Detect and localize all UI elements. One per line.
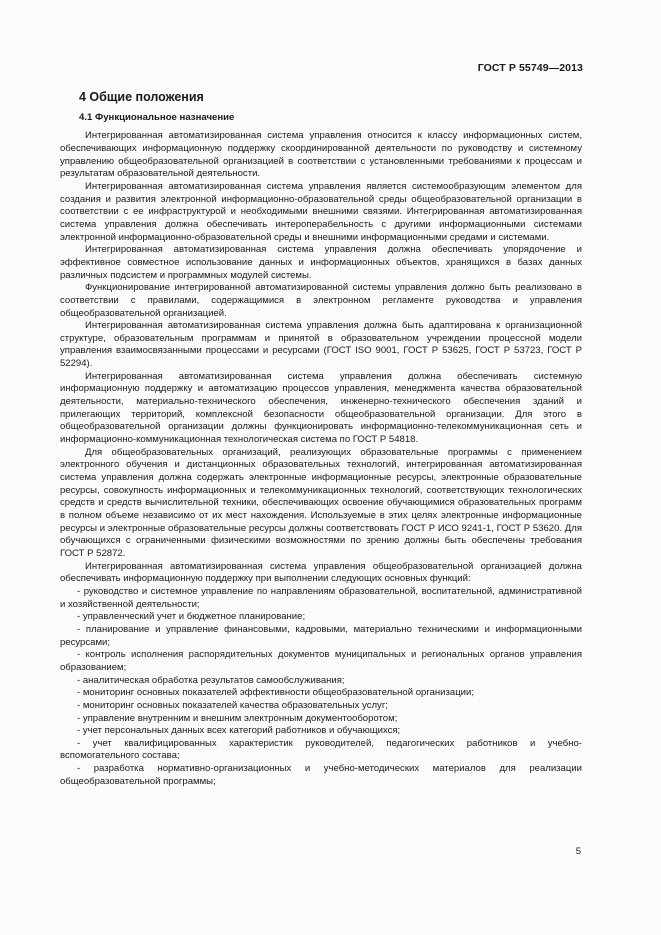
- list-item: - управленческий учет и бюджетное планирование;: [77, 611, 306, 623]
- paragraph: Интегрированная автоматизированная система управления является системообразующим элементом для создания и развития электронной информационно-образовательной среды общеобразовательной организации в соответствии с ее инфраструктурой и необходимыми внешними связями. Интегрированная автоматизированная система управления должна обеспечивать интероперабельность с другими информационными системами электронной информационно-образовательной среды и внешними информационными средами и системами.: [60, 180, 582, 243]
- page-body: [60, 91, 582, 788]
- list-item: - планирование и управление финансовыми, кадровыми, материально техническими и информационными ресурсами;: [60, 623, 582, 648]
- list-item: - учет квалифицированных характеристик руководителей, педагогических работников и учебно-вспомогательного состава;: [60, 737, 582, 762]
- function-list: [60, 586, 582, 789]
- paragraph: Интегрированная автоматизированная система управления должна обеспечивать упорядочение и эффективное совместное использование данных и информационных объектов, хранящихся в базах данных различных подсистем и программных модулей системы.: [60, 244, 582, 281]
- list-item: - контроль исполнения распорядительных документов муниципальных и региональных органов управления образованием;: [60, 649, 582, 673]
- subsection-heading: 4.1 Функциональное назначение: [79, 111, 235, 123]
- paragraph: Интегрированная автоматизированная система управления общеобразовательной организацией должна обеспечивать информационную поддержку при выполнении следующих основных функций:: [60, 560, 582, 585]
- document-number: ГОСТ Р 55749—2013: [477, 62, 583, 74]
- section-heading: 4 Общие положения: [79, 90, 204, 104]
- paragraph: Интегрированная автоматизированная система управления должна обеспечивать системную информационную поддержку и автоматизацию процессов управления, менеджмента качества образовательной деятельности, материально-технического обеспечения, инженерно-технического обеспечения зданий и прилегающих территорий, комплексной безопасности общеобразовательной организации. Для этого в общеобразовательной организации должны функционировать информационно-телекоммуникационная сеть и информационно-коммуникационная технологическая система по ГОСТ Р 54818.: [60, 370, 582, 446]
- list-item: - мониторинг основных показателей эффективности общеобразовательной организации;: [77, 687, 474, 699]
- paragraph: Интегрированная автоматизированная система управления относится к классу информационных систем, обеспечивающих информационную поддержку скоординированной деятельности по руководству и системному управлению общеобразовательной организацией в соответствии с установленными требованиями к процессам и результатам образовательной деятельности.: [60, 130, 582, 180]
- list-item: - руководство и системное управление по направлениям образовательной, воспитательной, административной и хозяйственной деятельности;: [60, 585, 582, 610]
- paragraph: Функционирование интегрированной автоматизированной системы управления должно быть реализовано в соответствии с правилами, содержащимися в электронном регламенте руководства и управления общеобразовательной организацией.: [60, 282, 582, 319]
- page-number: 5: [575, 846, 581, 857]
- list-item: - аналитическая обработка результатов самообслуживания;: [77, 674, 345, 686]
- list-item: - разработка нормативно-организационных и учебно-методических материалов для реализации общеобразовательной программы;: [60, 763, 582, 787]
- paragraph: Интегрированная автоматизированная система управления должна быть адаптирована к организационной структуре, образовательным программам и принятой в образовательном учреждении процессной модели управления взаимосвязанными процессами и ресурсами (ГОСТ ISO 9001, ГОСТ Р 53625, ГОСТ Р 53723, ГОСТ Р 52294).: [60, 320, 582, 370]
- list-item: - управление внутренним и внешним электронным документооборотом;: [77, 712, 398, 724]
- list-item: - мониторинг основных показателей качества образовательных услуг;: [77, 699, 388, 711]
- list-item: - учет персональных данных всех категорий работников и обучающихся;: [77, 725, 401, 737]
- paragraph: Для общеобразовательных организаций, реализующих образовательные программы с применением электронного обучения и дистанционных образовательных технологий, интегрированная автоматизированная система управления должна содержать электронные информационные ресурсы, электронные образовательные ресурсы, совокупность информационных и телекоммуникационных технологий, соответствующих технологических средств и средств вычислительной техники, обеспечивающих освоение обучающимися образовательных программ в полном объеме независимо от их мест нахождения. Используемые в этих целях электронные информационные ресурсы и электронные образовательные ресурсы должны соответствовать ГОСТ Р ИСО 9241-1, ГОСТ Р 53620. Для обучающихся с ограниченными физическими возможностями по зрению должны быть обеспечены требования ГОСТ Р 52872.: [60, 446, 582, 559]
